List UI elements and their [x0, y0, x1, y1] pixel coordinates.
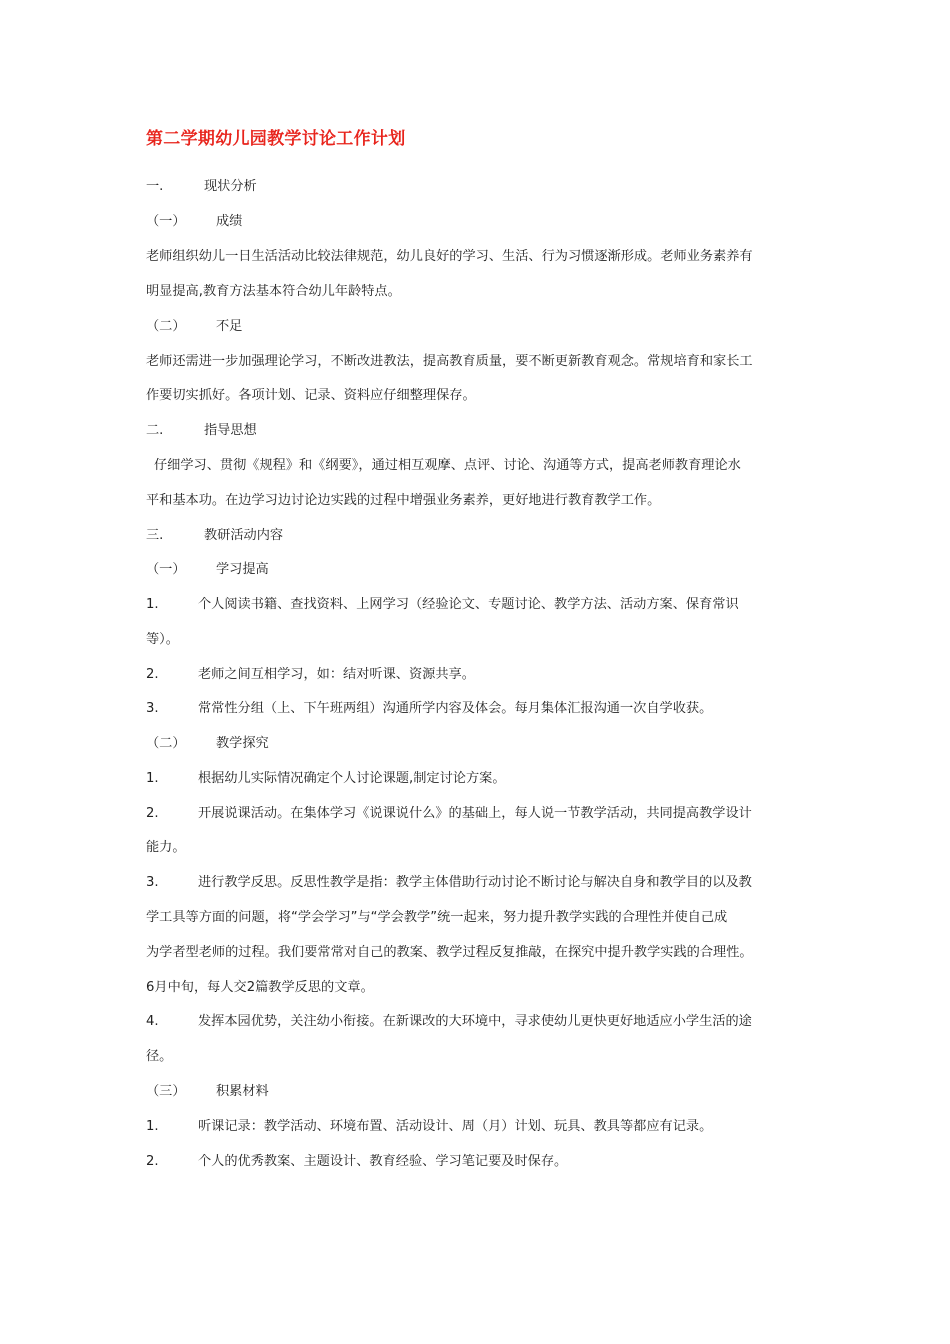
- list-text: 老师之间互相学习，如：结对听课、资源共享。: [198, 667, 475, 682]
- list-text: 根据幼儿实际情况确定个人讨论课题,制定讨论方案。: [198, 771, 506, 786]
- section-label: 教研活动内容: [204, 528, 284, 543]
- section-number: 一.: [146, 179, 164, 194]
- subsection-label: 教学探究: [216, 736, 269, 751]
- list-text: 常常性分组（上、下午班两组）沟通所学内容及体会。每月集体汇报沟通一次自学收获。: [198, 701, 713, 716]
- subsection-label: 学习提高: [216, 562, 269, 577]
- subsection-heading: [146, 318, 242, 336]
- subsection-number: （一）: [146, 562, 186, 577]
- paragraph-line: 径。: [146, 1049, 173, 1064]
- list-item: [146, 1013, 752, 1031]
- section-label: 指导思想: [204, 423, 257, 438]
- paragraph-line: 等）。: [146, 632, 179, 647]
- subsection-label: 积累材料: [216, 1084, 269, 1099]
- list-number: 1.: [146, 1119, 159, 1134]
- section-heading: [146, 422, 257, 440]
- subsection-number: （二）: [146, 736, 186, 751]
- subsection-number: （三）: [146, 1084, 186, 1099]
- list-item: [146, 700, 712, 718]
- list-text: 听课记录：教学活动、环境布置、活动设计、周（月）计划、玩具、教具等都应有记录。: [198, 1119, 713, 1134]
- subsection-label: 不足: [216, 319, 243, 334]
- list-item: [146, 770, 506, 788]
- paragraph-line: 学工具等方面的问题，将“学会学习”与“学会教学”统一起来，努力提升教学实践的合理性并使自己成: [146, 910, 728, 925]
- list-number: 2.: [146, 1154, 159, 1169]
- document-title: 第二学期幼儿园教学讨论工作计划: [146, 129, 406, 149]
- list-number: 3.: [146, 875, 159, 890]
- paragraph-line: 明显提高,教育方法基本符合幼儿年龄特点。: [146, 284, 401, 299]
- subsection-heading: [146, 561, 269, 579]
- list-text: 个人阅读书籍、查找资料、上网学习（经验论文、专题讨论、教学方法、活动方案、保育常识: [198, 597, 739, 612]
- list-item: [146, 666, 475, 684]
- list-item: [146, 596, 739, 614]
- section-number: 三.: [146, 528, 164, 543]
- paragraph-line: 作要切实抓好。各项计划、记录、资料应仔细整理保存。: [146, 388, 476, 403]
- list-text: 进行教学反思。反思性教学是指：教学主体借助行动讨论不断讨论与解决自身和教学目的以及教: [198, 875, 752, 890]
- list-item: [146, 1118, 712, 1136]
- section-heading: [146, 178, 257, 196]
- subsection-number: （一）: [146, 214, 186, 229]
- subsection-heading: [146, 213, 242, 231]
- list-text: 开展说课活动。在集体学习《说课说什么》的基础上，每人说一节教学活动，共同提高教学设计: [198, 806, 752, 821]
- subsection-number: （二）: [146, 319, 186, 334]
- paragraph-line: 老师组织幼儿一日生活活动比较法律规范，幼儿良好的学习、生活、行为习惯逐渐形成。老师业务素养有: [146, 249, 753, 264]
- subsection-heading: [146, 735, 269, 753]
- paragraph-line: 为学者型老师的过程。我们要常常对自己的教案、教学过程反复推敲，在探究中提升教学实践的合理性。: [146, 945, 753, 960]
- list-item: [146, 805, 752, 823]
- list-item: [146, 1153, 567, 1171]
- list-number: 2.: [146, 806, 159, 821]
- list-text: 个人的优秀教案、主题设计、教育经验、学习笔记要及时保存。: [198, 1154, 568, 1169]
- paragraph-line: 能力。: [146, 840, 186, 855]
- paragraph-line: 6月中旬，每人交2篇教学反思的文章。: [146, 980, 374, 995]
- list-number: 1.: [146, 771, 159, 786]
- subsection-heading: [146, 1083, 269, 1101]
- list-number: 1.: [146, 597, 159, 612]
- paragraph-line: 老师还需进一步加强理论学习，不断改进教法，提高教育质量，要不断更新教育观念。常规培育和家长工: [146, 354, 753, 369]
- paragraph-line: 平和基本功。在边学习边讨论边实践的过程中增强业务素养，更好地进行教育教学工作。: [146, 493, 661, 508]
- section-label: 现状分析: [204, 179, 257, 194]
- section-number: 二.: [146, 423, 164, 438]
- list-number: 2.: [146, 667, 159, 682]
- list-item: [146, 874, 752, 892]
- list-number: 4.: [146, 1014, 159, 1029]
- paragraph-line: 仔细学习、贯彻《规程》和《纲要》，通过相互观摩、点评、讨论、沟通等方式，提高老师教育理论水: [154, 458, 741, 473]
- section-heading: [146, 527, 283, 545]
- subsection-label: 成绩: [216, 214, 243, 229]
- list-number: 3.: [146, 701, 159, 716]
- list-text: 发挥本园优势，关注幼小衔接。在新课改的大环境中，寻求使幼儿更快更好地适应小学生活的途: [198, 1014, 752, 1029]
